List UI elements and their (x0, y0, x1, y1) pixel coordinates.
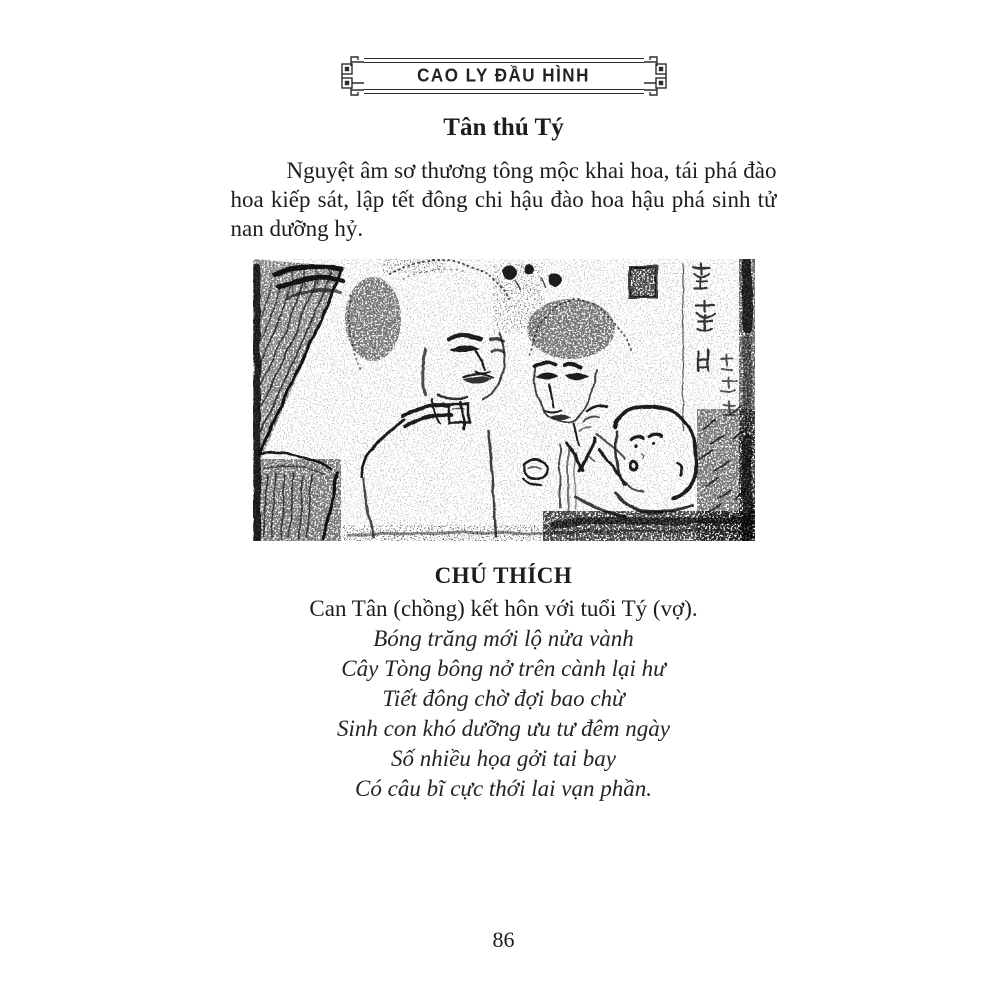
running-head-title: CAO LY ĐẦU HÌNH (417, 65, 590, 86)
notes-heading: CHÚ THÍCH (434, 563, 573, 588)
poem-line: Cây Tòng bông nở trên cành lại hư (341, 656, 666, 681)
wife-hair-texture (527, 299, 615, 359)
section-paragraph: Nguyệt âm sơ thương tông mộc khai hoa, tái phá đào hoa kiếp sát, lập tết đông chi hậu đào hoa hậu phá sinh tử nan dưỡng hỷ. (230, 158, 777, 241)
woodcut-illustration (253, 259, 755, 541)
chapter-header-frame (343, 58, 665, 94)
poem-line: Bóng trăng mới lộ nửa vành (373, 626, 634, 651)
woodcut-print-family-portrait (253, 259, 755, 541)
poem (0, 624, 1007, 804)
page-number: 86 (492, 927, 515, 952)
husband-hair-texture (345, 277, 401, 361)
poem-line: Sinh con khó dưỡng ưu tư đêm ngày (337, 716, 670, 741)
notes-intro: Can Tân (chồng) kết hôn với tuổi Tý (vợ). (309, 596, 698, 621)
poem-line: Có câu bĩ cực thới lai vạn phần. (355, 776, 652, 801)
section-title: Tân thú Tý (443, 114, 564, 141)
poem-line: Tiết đông chờ đợi bao chừ (382, 686, 625, 711)
poem-line: Số nhiều họa gởi tai bay (390, 746, 616, 771)
